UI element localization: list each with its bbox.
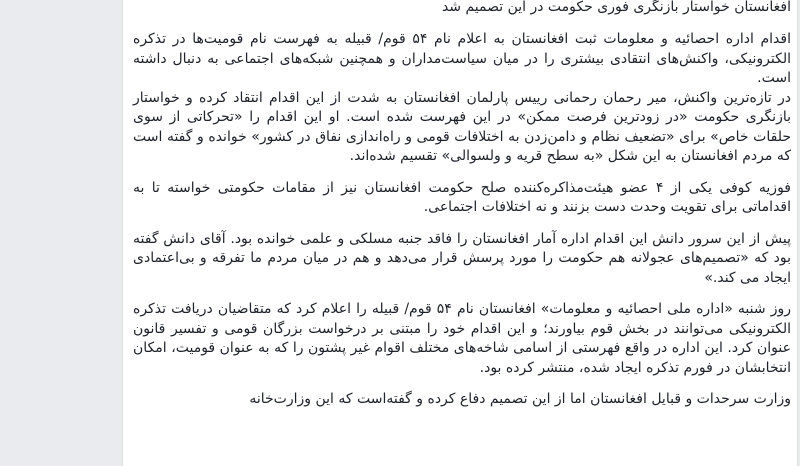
post-paragraph-2: در تازه‌ترین واکنش، میر رحمان رحمانی رییس پارلمان افغانستان به شدت از این اقدام انتقاد کرده و خواستار بازنگری حکومت «در زودترین فرصت ممکن» در این فهرست شده است. او این اقدام را «تحرکاتی از سوی حلقات خاص» برای «تضعیف نظام و دامن‌زدن به اختلافات قومی و راه‌اندازی نفاق در کشور» خوانده و گفته است که مردم افغانستان به این شکل «به سطح قریه و ولسوالی» تقسیم شده‌اند.	[133, 89, 791, 164]
post-paragraph-6: وزارت سرحدات و قبایل افغانستان اما از این تصمیم دفاع کرده و گفته‌است که این وزارت‌خانه	[249, 391, 791, 407]
post-paragraph-1: اقدام اداره احصائیه و معلومات ثبت افغانستان به اعلام نام ۵۴ قوم/ قبیله به فهرست نام قومیت‌ها در تذکره الکترونیکی، واکنش‌های انتقادی بیشتری را در میان سیاست‌مداران و همچنین شبکه‌های اجتماعی به دنبال داشته است.	[133, 31, 791, 86]
post-paragraph-5: روز شنبه «اداره ملی احصائیه و معلومات» افغانستان نام ۵۴ قوم/ قبیله را اعلام کرد که متقاضیان دریافت تذکره الکترونیکی می‌توانند در بخش قوم بیاورند؛ و این اقدام خود را مبتنی بر درخواست بزرگان قومی و تفسیر قانون عنوان کرد. این اداره در واقع فهرستی از اسامی شاخه‌های مختلف اقوام غیر پشتون را که به عنوان قومیت، امکان انتخابشان در فورم تذکره ایجاد شده، منتشر کرده بود.	[133, 301, 791, 376]
post-lead-line: افغانستان خواستار بازنگری فوری حکومت در این تصمیم شد	[441, 0, 791, 15]
post-card	[122, 0, 798, 466]
post-paragraph-3: فوزیه کوفی یکی از ۴ عضو هیئت‌مذاکره‌کننده صلح حکومت افغانستان نیز از مقامات حکومتی خواسته تا به اقداماتی برای تقویت وحدت دست بزنند و نه اختلافات اجتماعی.	[133, 179, 791, 215]
post-paragraph-4: پیش از این سرور دانش این اقدام اداره آمار افغانستان را فاقد جنبه مسلکی و علمی خوانده بود. آقای دانش گفته بود که «تصمیم‌های عجولانه هم حکومت را مورد پرسش قرار می‌دهد و هم در میان مردم ما تفرقه و بی‌اعتمادی ایجاد می کند.»	[133, 230, 791, 286]
